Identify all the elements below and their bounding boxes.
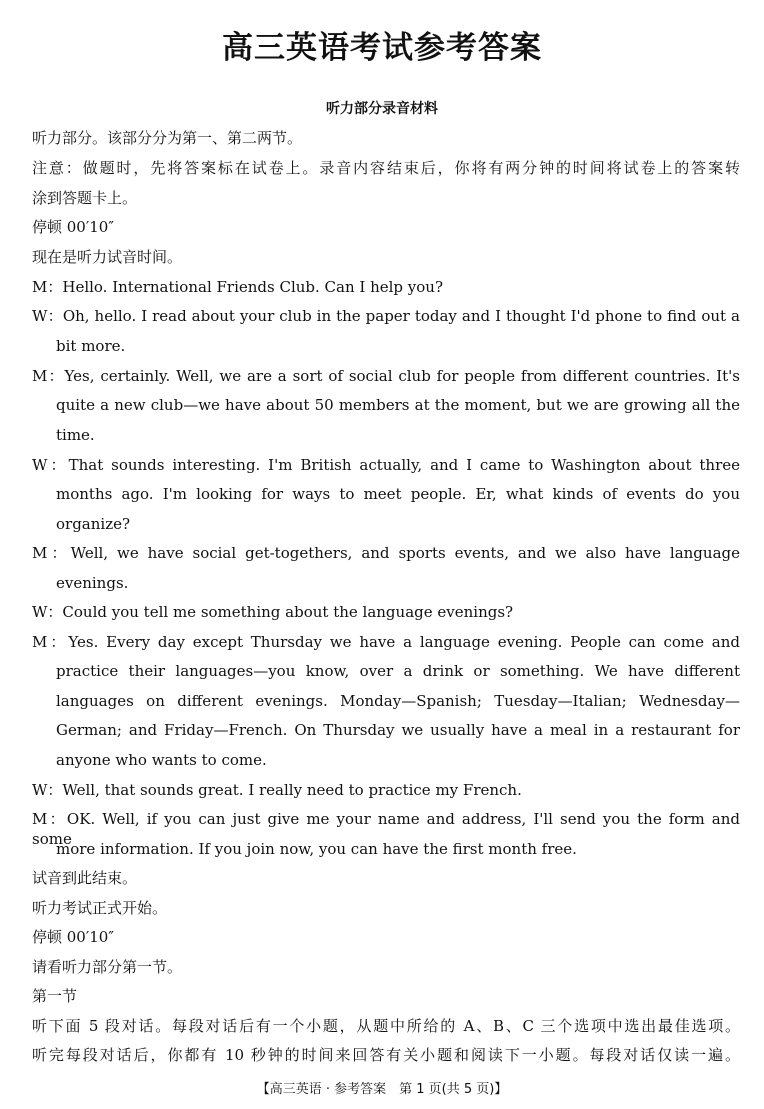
dialogue-line: W：Could you tell me something about the language evenings? (32, 603, 514, 621)
dialogue-line: German; and Friday—French. On Thursday we usually have a meal in a restaurant for (56, 721, 740, 739)
text-line: 涂到答题卡上。 (32, 189, 138, 207)
dialogue-line: W：That sounds interesting. I'm British actually, and I came to Washington about three (32, 456, 740, 474)
text-line: 听下面 5 段对话。每段对话后有一个小题，从题中所给的 A、B、C 三个选项中选出最佳选项。 (32, 1017, 740, 1035)
dialogue-line: W：Well, that sounds great. I really need to practice my French. (32, 781, 522, 799)
dialogue-line: M：Yes, certainly. Well, we are a sort of social club for people from different countries. It's (32, 367, 740, 385)
section-subtitle: 听力部分录音材料 (326, 101, 438, 117)
text-line: 听力部分。该部分分为第一、第二两节。 (32, 129, 303, 147)
dialogue-line: M：Yes. Every day except Thursday we have a language evening. People can come and (32, 633, 740, 651)
dialogue-line: bit more. (56, 337, 126, 355)
text-line: 听力考试正式开始。 (32, 899, 168, 917)
text-line: 停顿 00′10″ (32, 218, 114, 236)
text-line: 试音到此结束。 (32, 869, 138, 887)
dialogue-line: more information. If you join now, you can have the first month free. (56, 840, 577, 858)
dialogue-line: months ago. I'm looking for ways to meet people. Er, what kinds of events do you (56, 485, 740, 503)
dialogue-line: languages on different evenings. Monday—Spanish; Tuesday—Italian; Wednesday— (56, 692, 740, 710)
text-line: 注意：做题时，先将答案标在试卷上。录音内容结束后，你将有两分钟的时间将试卷上的答案转 (32, 159, 740, 177)
dialogue-line: practice their languages—you know, over a drink or something. We have different (56, 662, 740, 680)
text-line: 现在是听力试音时间。 (32, 248, 183, 266)
dialogue-line: anyone who wants to come. (56, 751, 267, 769)
dialogue-line: M：OK. Well, if you can just give me your name and address, I'll send you the form and some (32, 810, 740, 848)
dialogue-line: organize? (56, 515, 131, 533)
dialogue-line: M：Hello. International Friends Club. Can I help you? (32, 278, 444, 296)
dialogue-line: time. (56, 426, 95, 444)
page-footer: 【高三英语 · 参考答案 第 1 页(共 5 页)】 (256, 1082, 508, 1097)
text-line: 听完每段对话后，你都有 10 秒钟的时间来回答有关小题和阅读下一小题。每段对话仅读一遍。 (32, 1046, 740, 1064)
dialogue-line: M：Well, we have social get-togethers, and sports events, and we also have language (32, 544, 740, 562)
text-line: 请看听力部分第一节。 (32, 958, 183, 976)
dialogue-line: evenings. (56, 574, 129, 592)
dialogue-line: quite a new club—we have about 50 members at the moment, but we are growing all the (56, 396, 740, 414)
page-title: 高三英语考试参考答案 (222, 30, 542, 66)
section-heading: 第一节 (32, 987, 78, 1005)
text-line: 停顿 00′10″ (32, 928, 114, 946)
dialogue-line: W：Oh, hello. I read about your club in the paper today and I thought I'd phone to find out a (32, 307, 740, 325)
